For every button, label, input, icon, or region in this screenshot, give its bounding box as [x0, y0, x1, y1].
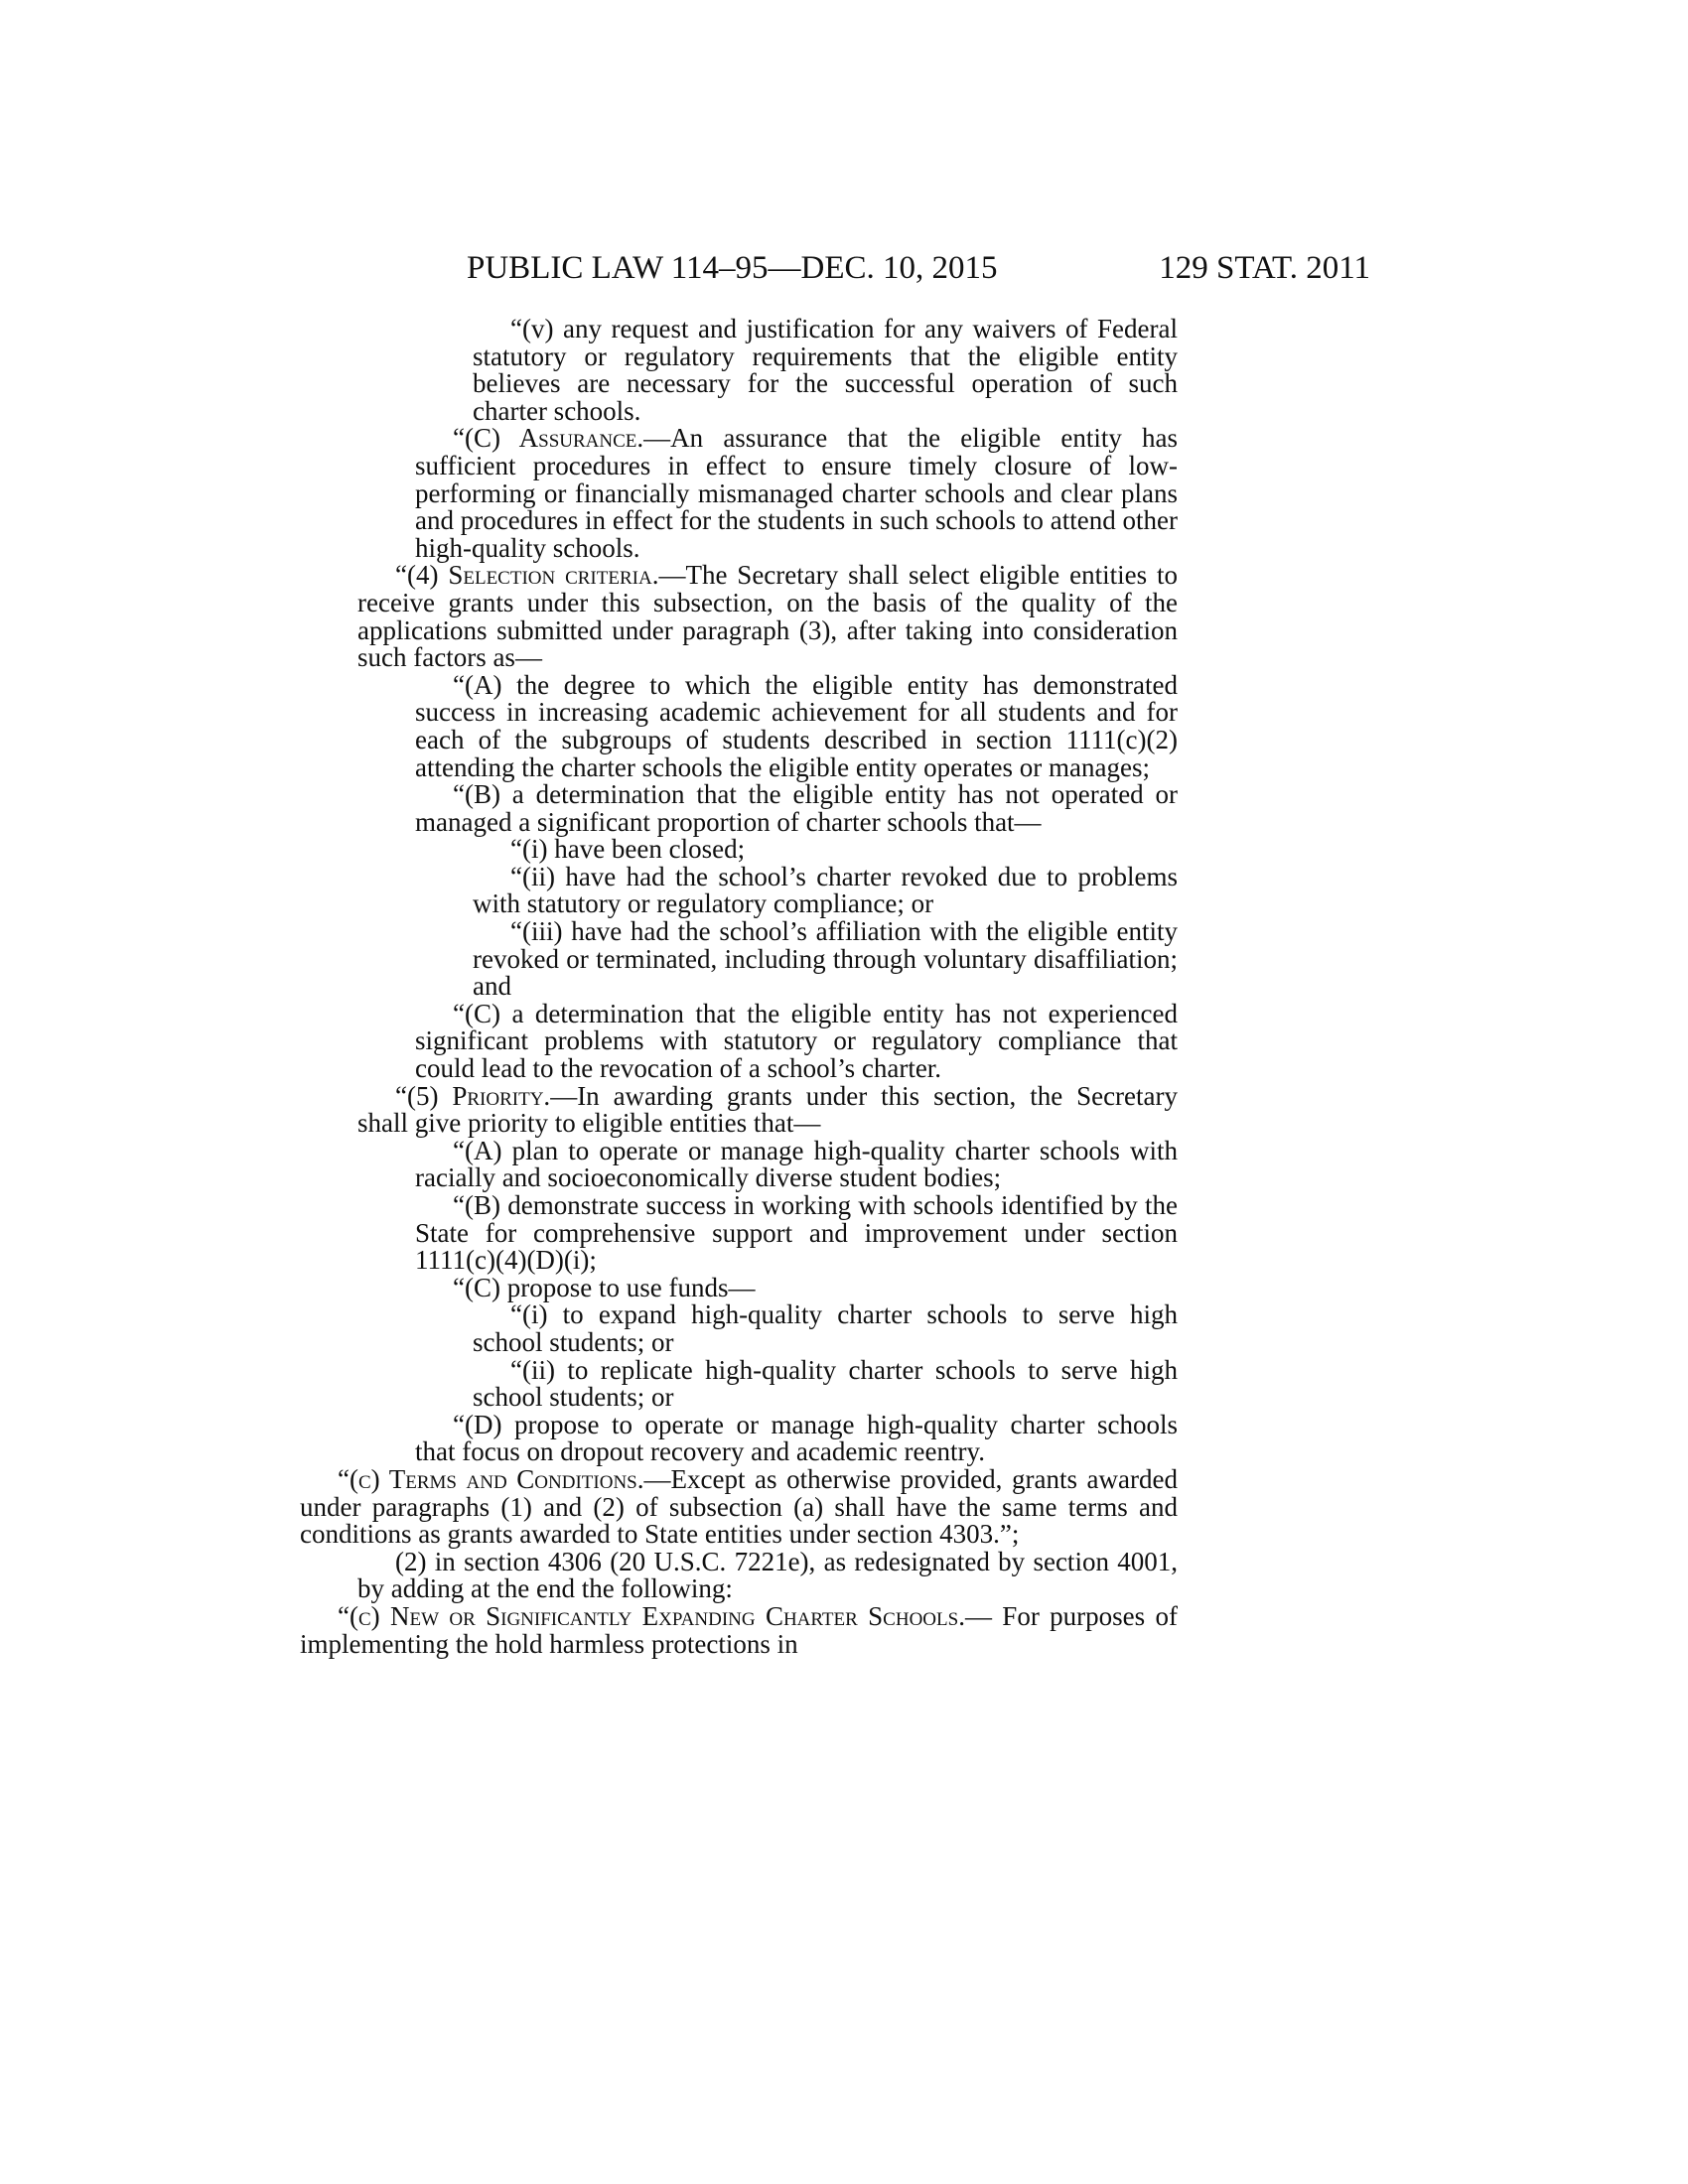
section-heading: “(C) Assurance.: [453, 423, 644, 454]
clause-ii: “(ii) have had the school’s charter revoked due to problems with statutory or regulatory compliance; or: [473, 861, 1178, 919]
clause-iii: “(iii) have had the school’s affiliation with the eligible entity revoked or terminated, including through voluntary disaffiliation; and: [473, 916, 1178, 1002]
section-heading: “(5) Priority.: [395, 1080, 551, 1111]
amendment-paragraph-2: (2) in section 4306 (20 U.S.C. 7221e), as redesignated by section 4001, by adding at the end the following:: [357, 1546, 1178, 1604]
subparagraph-a: “(A) the degree to which the eligible entity has demonstrated success in increasing academic achievement for all students and for each of the subgroups of students described in section 1111(c)(2) attending the charter schools the eligible entity operates or manages;: [415, 669, 1178, 782]
subparagraph-c-assurance: “(C) Assurance.—An assurance that the eligible entity has sufficient procedures in effect to ensure timely closure of low-performing or financially mismanaged charter schools and clear plans and procedures in effect for the students in such schools to attend other high-quality schools.: [415, 423, 1178, 563]
page-number: 129 STAT. 2011: [1159, 250, 1370, 286]
statute-body: [300, 316, 1178, 1658]
subparagraph-c: “(C) a determination that the eligible entity has not experienced significant problems with statutory or regulatory compliance that could lead to the revocation of a school’s charter.: [415, 998, 1178, 1084]
priority-clause-ii: “(ii) to replicate high-quality charter schools to serve high school students; or: [473, 1354, 1178, 1413]
subparagraph-b: “(B) a determination that the eligible entity has not operated or managed a significant proportion of charter schools that—: [415, 779, 1178, 837]
section-heading: “(c) Terms and Conditions.: [338, 1463, 644, 1494]
clause-v: “(v) any request and justification for any waivers of Federal statutory or regulatory requirements that the eligible entity believes are necessary for the successful operation of such charter schools.: [473, 314, 1178, 426]
priority-subparagraph-d: “(D) propose to operate or manage high-quality charter schools that focus on dropout recovery and academic reentry.: [415, 1409, 1178, 1467]
priority-clause-i: “(i) to expand high-quality charter schools to serve high school students; or: [473, 1299, 1178, 1357]
priority-subparagraph-b: “(B) demonstrate success in working with schools identified by the State for comprehensive support and improvement under section 1111(c)(4)(D)(i);: [415, 1190, 1178, 1276]
running-head: PUBLIC LAW 114–95—DEC. 10, 2015: [467, 250, 998, 286]
priority-subparagraph-a: “(A) plan to operate or manage high-quality charter schools with racially and socioeconomically diverse student bodies;: [415, 1135, 1178, 1193]
subsection-c-new-or-expanding-charter-schools: “(c) New or Significantly Expanding Charter Schools.— For purposes of implementing the hold harmless protections in: [300, 1600, 1178, 1659]
section-heading: “(c) New or Significantly Expanding Charter Schools.: [338, 1600, 965, 1631]
page-header: [0, 248, 1688, 288]
section-heading: “(4) Selection criteria.: [395, 560, 659, 591]
priority-subparagraph-c: “(C) propose to use funds—: [453, 1272, 756, 1302]
clause-i: “(i) have been closed;: [510, 834, 746, 865]
paragraph-4-selection-criteria: “(4) Selection criteria.—The Secretary shall select eligible entities to receive grants under this subsection, on the basis of the quality of the applications submitted under paragraph (3), after taking into consideration such factors as—: [357, 560, 1178, 673]
paragraph-5-priority: “(5) Priority.—In awarding grants under this section, the Secretary shall give priority to eligible entities that—: [357, 1080, 1179, 1139]
subsection-c-terms-and-conditions: “(c) Terms and Conditions.—Except as otherwise provided, grants awarded under paragraphs (1) and (2) of subsection (a) shall have the same terms and conditions as grants awarded to State entities under section 4303.”;: [300, 1463, 1178, 1550]
